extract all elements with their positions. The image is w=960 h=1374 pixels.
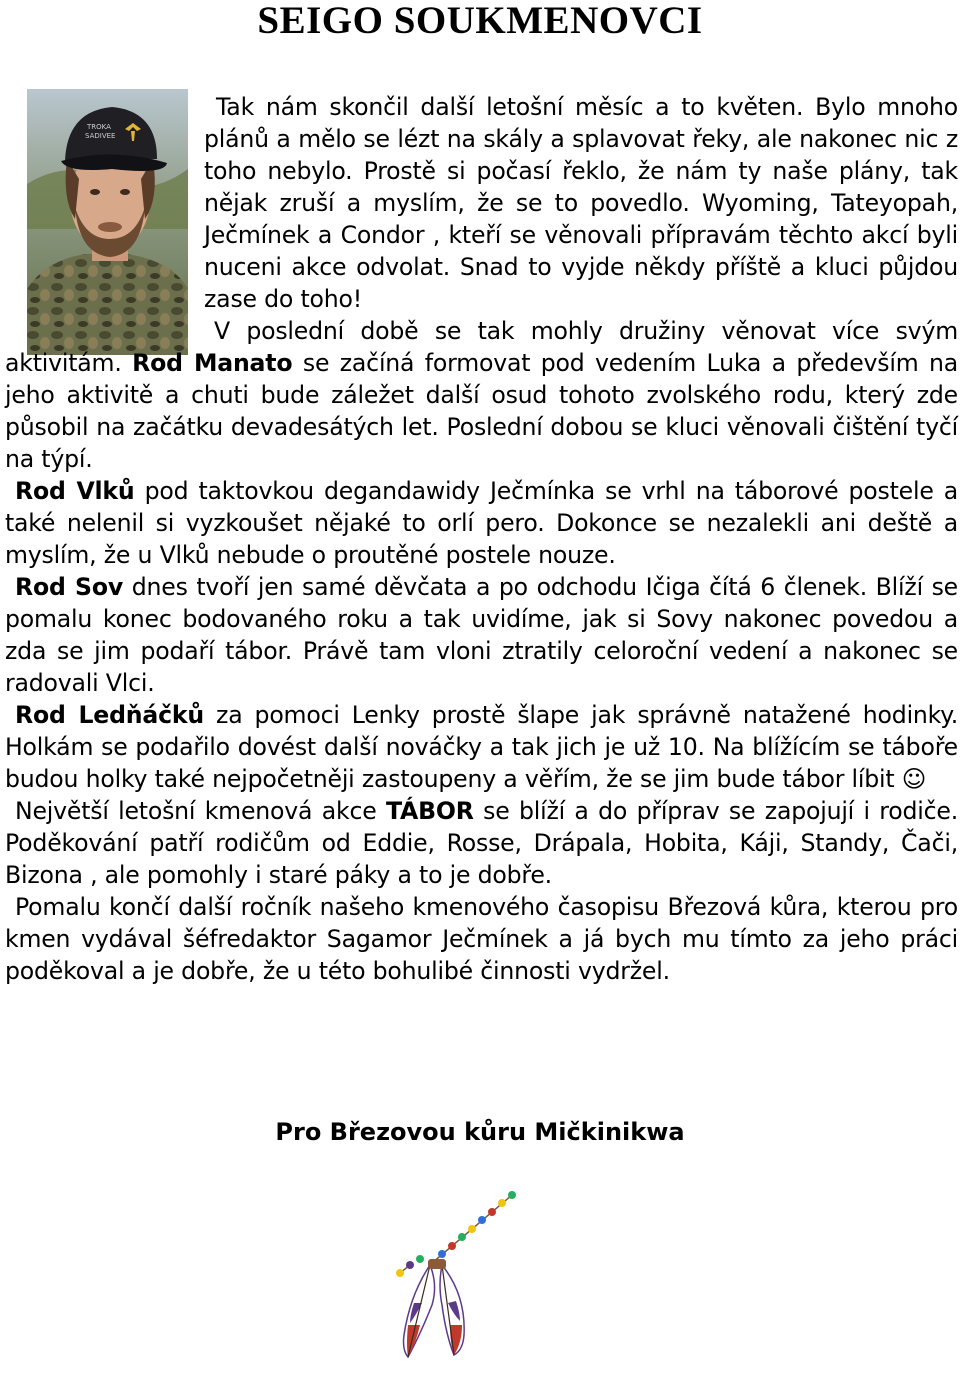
tabor-label: TÁBOR <box>385 797 474 825</box>
paragraph-sov: Rod Sov dnes tvoří jen samé děvčata a po odchodu Ičiga čítá 6 členek. Blíží se pomalu konec bodovaného roku a tak uvidíme, jak si Sovy nakonec povedou a zda se jim podaří tábor. Právě tam vloni ztratily celoroční vedení a nakonec se radovali Vlci. <box>5 573 959 697</box>
feathers-illustration <box>370 1185 530 1365</box>
smiley-icon: ☺ <box>901 765 927 793</box>
rod-vlku-label: Rod Vlků <box>15 477 135 505</box>
cap-text-1: TROKA <box>87 123 111 131</box>
paragraph-tabor: Největší letošní kmenová akce TÁBOR se blíží a do příprav se zapojují i rodiče. Poděkování patří rodičům od Eddie, Rosse, Drápala, Hobita, Káji, Standy, Čači, Bizona , ale pomohly i staré páky a to je dobře. <box>5 797 958 889</box>
paragraph-vlku: Rod Vlků pod taktovkou degandawidy Ječmínka se vrhl na táborové postele a také nelenil si vyzkoušet nějaké to orlí pero. Dokonce se nezalekli ani deště a myslím, že u Vlků nebude o proutěné postele nouze. <box>5 477 958 569</box>
rod-manato-label: Rod Manato <box>132 349 293 377</box>
signature: Pro Březovou kůru Mičkinikwa <box>275 1118 685 1146</box>
page-title: SEIGO SOUKMENOVCI <box>257 0 703 42</box>
paragraph-intro: Tak nám skončil další letošní měsíc a to květen. Bylo mnoho plánů a mělo se lézt na skály a splavovat řeky, ale nakonec nic z toho nebylo. Prostě si počasí řeklo, že nám ty naše plány, tak nějak zruší a myslím, že se to povedlo. Wyoming, Tateyopah, Ječmínek a Condor , kteří se věnovali přípravám těchto akcí byli nuceni akce odvolat. Snad to vyjde někdy příště a kluci půjdou zase do toho! <box>204 93 958 313</box>
paragraph-closing: Pomalu končí další ročník našeho kmenového časopisu Březová kůra, kterou pro kmen vydával šéfredaktor Sagamor Ječmínek a já bych mu tímto za jeho práci poděkoval a je dobře, že u této bohulibé činnosti vydržel. <box>5 893 958 985</box>
article-body <box>5 91 958 987</box>
rod-sov-label: Rod Sov <box>15 573 124 601</box>
feather-icon <box>404 1265 435 1357</box>
paragraph-manato: V poslední době se tak mohly družiny věnovat více svým aktivitám. Rod Manato se začíná formovat pod vedením Luka a především na jeho aktivitě a chuti bude záležet další osud tohoto zvolského rodu, který zde působil na začátku devadesátých let. Poslední dobou se kluci věnovali čištění tyčí na týpí. <box>5 317 958 473</box>
paragraph-lednacku: Rod Ledňáčků za pomoci Lenky prostě šlape jak správně natažené hodinky. Holkám se podařilo dovést další nováčky a tak jich je už 10. Na blížícím se táboře budou holky také nejpočetněji zastoupeny a věřím, že se jim bude tábor líbit ☺ <box>5 701 958 793</box>
feather-icon <box>440 1265 464 1355</box>
cap-text-2: SADIVEE <box>85 132 116 140</box>
bead-strand-icon <box>396 1191 516 1277</box>
rod-lednacku-label: Rod Ledňáčků <box>15 701 204 729</box>
